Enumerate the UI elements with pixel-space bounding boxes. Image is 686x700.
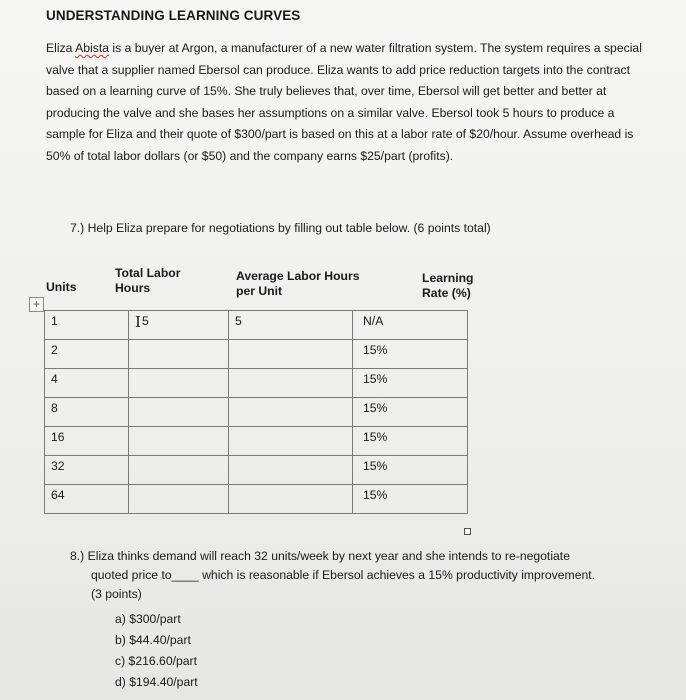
header-total-labor-hours	[115, 266, 180, 296]
cell-total-hours[interactable]	[129, 427, 229, 456]
cell-learning-rate[interactable]: 15%	[353, 456, 468, 485]
question-8-line2: quoted price to____ which is reasonable if Ebersol achieves a 15% productivity improvement.	[91, 568, 596, 582]
cell-total-hours[interactable]	[129, 340, 229, 369]
question-8-line1: 8.) Eliza thinks demand will reach 32 units/week by next year and she intends to re-negotiate	[70, 549, 570, 563]
option-c: c) $216.60/part	[115, 654, 197, 668]
cell-units[interactable]: 16	[45, 427, 129, 456]
table-row	[45, 369, 468, 398]
option-d: d) $194.40/part	[115, 675, 198, 689]
page-title: UNDERSTANDING LEARNING CURVES	[46, 8, 301, 23]
cell-avg-hours[interactable]	[229, 427, 353, 456]
text-cursor-icon: I	[135, 313, 141, 331]
intro-paragraph	[46, 38, 646, 168]
intro-after: is a buyer at Argon, a manufacturer of a new water filtration system. The system requires a special valve that a supplier named Ebersol can produce. Eliza wants to add price reduction targets into the contract based on a learning curve of 15%. She truly believes that, over time, Ebersol will get better and better at producing the valve and she bases her assumptions on a similar valve. Ebersol took 5 hours to produce a sample for Eliza and their quote of $300/part is based on this at a labor rate of $20/hour. Assume overhead is 50% of total labor dollars (or $50) and the company earns $25/part (profits).	[46, 41, 642, 163]
header-total-line2: Hours	[115, 281, 151, 295]
cell-units[interactable]: 2	[45, 340, 129, 369]
cell-learning-rate[interactable]: N/A	[353, 311, 468, 340]
cell-units[interactable]: 64	[45, 485, 129, 514]
cell-units[interactable]: 32	[45, 456, 129, 485]
header-learning-rate	[422, 271, 473, 301]
question-7: 7.) Help Eliza prepare for negotiations by filling out table below. (6 points total)	[70, 221, 491, 235]
cell-total-hours[interactable]	[129, 485, 229, 514]
cell-avg-hours[interactable]	[229, 398, 353, 427]
cell-learning-rate[interactable]: 15%	[353, 485, 468, 514]
cell-avg-hours[interactable]	[229, 456, 353, 485]
table-row	[45, 485, 468, 514]
cell-avg-hours[interactable]	[229, 369, 353, 398]
learning-curve-table	[44, 310, 468, 514]
cell-units[interactable]: 1	[45, 311, 129, 340]
cell-avg-hours[interactable]	[229, 340, 353, 369]
answer-options	[115, 609, 198, 693]
cell-total-hours[interactable]	[129, 456, 229, 485]
intro-before: Eliza	[46, 41, 76, 55]
header-avg-line1: Average Labor Hours	[236, 269, 360, 283]
table-move-handle-icon[interactable]: +	[29, 297, 44, 312]
header-rate-line2: Rate (%)	[422, 286, 471, 300]
table-row	[45, 340, 468, 369]
cell-total-hours[interactable]	[129, 369, 229, 398]
header-average-labor-hours	[236, 269, 360, 299]
question-8	[70, 547, 650, 604]
cell-learning-rate[interactable]: 15%	[353, 398, 468, 427]
header-avg-line2: per Unit	[236, 284, 283, 298]
table-row	[45, 456, 468, 485]
spellcheck-flagged-word[interactable]: Abista	[75, 41, 110, 55]
cell-units[interactable]: 8	[45, 398, 129, 427]
table-row	[45, 311, 468, 340]
cell-avg-hours[interactable]	[229, 485, 353, 514]
table-row	[45, 398, 468, 427]
header-total-line1: Total Labor	[115, 266, 181, 280]
header-units: Units	[46, 280, 77, 294]
cell-learning-rate[interactable]: 15%	[353, 427, 468, 456]
table-row	[45, 427, 468, 456]
question-8-line3: (3 points)	[91, 587, 142, 601]
cell-learning-rate[interactable]: 15%	[353, 369, 468, 398]
cell-units[interactable]: 4	[45, 369, 129, 398]
cell-avg-hours[interactable]: 5	[229, 311, 353, 340]
cell-total-hours[interactable]	[129, 311, 229, 340]
cell-total-hours[interactable]	[129, 398, 229, 427]
option-a: a) $300/part	[115, 612, 181, 626]
cell-total-value: 5	[141, 314, 149, 328]
cell-learning-rate[interactable]: 15%	[353, 340, 468, 369]
header-rate-line1: Learning	[422, 271, 474, 285]
option-b: b) $44.40/part	[115, 633, 191, 647]
table-resize-handle[interactable]	[464, 528, 471, 535]
